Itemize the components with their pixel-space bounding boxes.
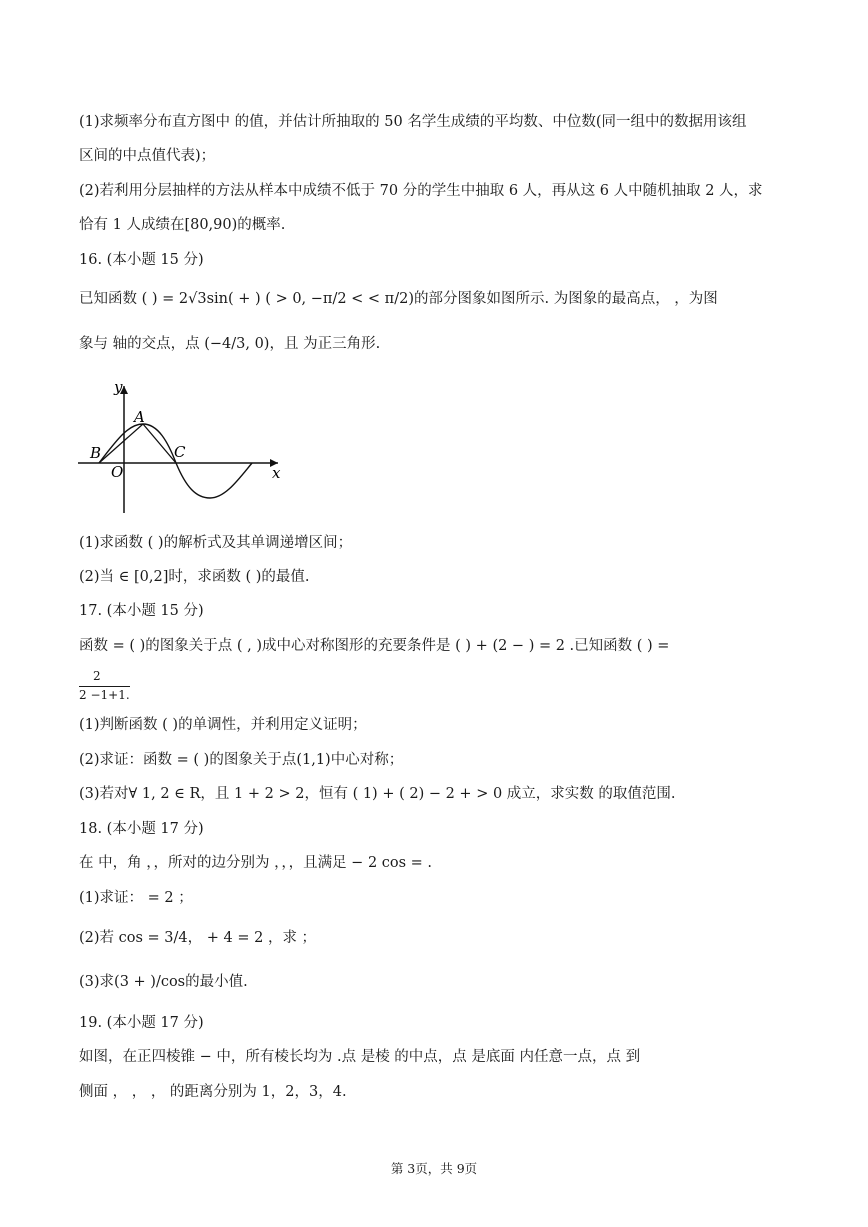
text-line: (2)当 ∈ [0,2]时，求函数 ( )的最值.: [79, 569, 310, 585]
text-line: (1)判断函数 ( )的单调性，并利用定义证明；: [79, 717, 367, 733]
sine-graph-figure: [78, 380, 288, 515]
text-line: 区间的中点值代表)；: [79, 148, 216, 164]
triangle-side-ac: [143, 424, 176, 463]
point-a-label: A: [134, 408, 145, 426]
point-b-label: B: [90, 444, 102, 462]
text-line: 象与 轴的交点，点 (−4/3, 0)，且 为正三角形.: [79, 336, 381, 352]
text-line: 侧面 ， ， ， 的距离分别为 1，2，3，4.: [79, 1084, 347, 1100]
text-line: (1)求证： = 2 ；: [79, 890, 193, 906]
text-line: 如图，在正四棱锥 − 中，所有棱长均为 .点 是棱 的中点，点 是底面 内任意一点，点 到: [79, 1049, 641, 1065]
sine-curve: [99, 424, 252, 498]
text-line: (2)若利用分层抽样的方法从样本中成绩不低于 70 分的学生中抽取 6 人，再从这 6 人中随机抽取 2 人，求: [79, 183, 763, 199]
fraction-numerator: 2: [93, 669, 101, 683]
origin-label: O: [111, 463, 124, 481]
problem-heading: 17. (本小题 15 分): [79, 603, 204, 619]
text-line: (3)求(3 + )/cos的最小值.: [79, 974, 248, 990]
text-line: 函数 = ( )的图象关于点 ( , )成中心对称图形的充要条件是 ( ) + (2 − ) = 2 .已知函数 ( ) =: [79, 638, 670, 654]
text-line: (2)若 cos = 3/4， + 4 = 2 ，求 ；: [79, 930, 317, 946]
fraction-denominator: 2 −1+1.: [79, 688, 130, 702]
x-axis-label: x: [272, 464, 281, 482]
problem-heading: 16. (本小题 15 分): [79, 252, 204, 268]
text-line: 恰有 1 人成绩在[80,90)的概率.: [79, 217, 286, 233]
triangle-side-ab: [99, 424, 143, 463]
y-axis-label: y: [114, 380, 123, 396]
point-c-label: C: [174, 443, 186, 461]
text-line: 在 中，角 ，，所对的边分别为 ，，，且满足 − 2 cos = .: [79, 855, 433, 871]
problem-heading: 19. (本小题 17 分): [79, 1015, 204, 1031]
text-line: 已知函数 ( ) = 2√3sin( + ) ( > 0, −π/2 < < π/2)的部分图象如图所示. 为图象的最高点， ，为图: [79, 291, 718, 307]
text-line: (2)求证：函数 = ( )的图象关于点(1,1)中心对称；: [79, 752, 404, 768]
page-footer: 第 3页，共 9页: [390, 1161, 478, 1176]
text-line: (1)求函数 ( )的解析式及其单调递增区间；: [79, 535, 353, 551]
text-line: (3)若对∀ 1, 2 ∈ R，且 1 + 2 > 2，恒有 ( 1) + ( 2) − 2 + > 0 成立，求实数 的取值范围.: [79, 786, 676, 802]
text-line: (1)求频率分布直方图中 的值，并估计所抽取的 50 名学生成绩的平均数、中位数(同一组中的数据用该组: [79, 114, 747, 130]
problem-heading: 18. (本小题 17 分): [79, 821, 204, 837]
